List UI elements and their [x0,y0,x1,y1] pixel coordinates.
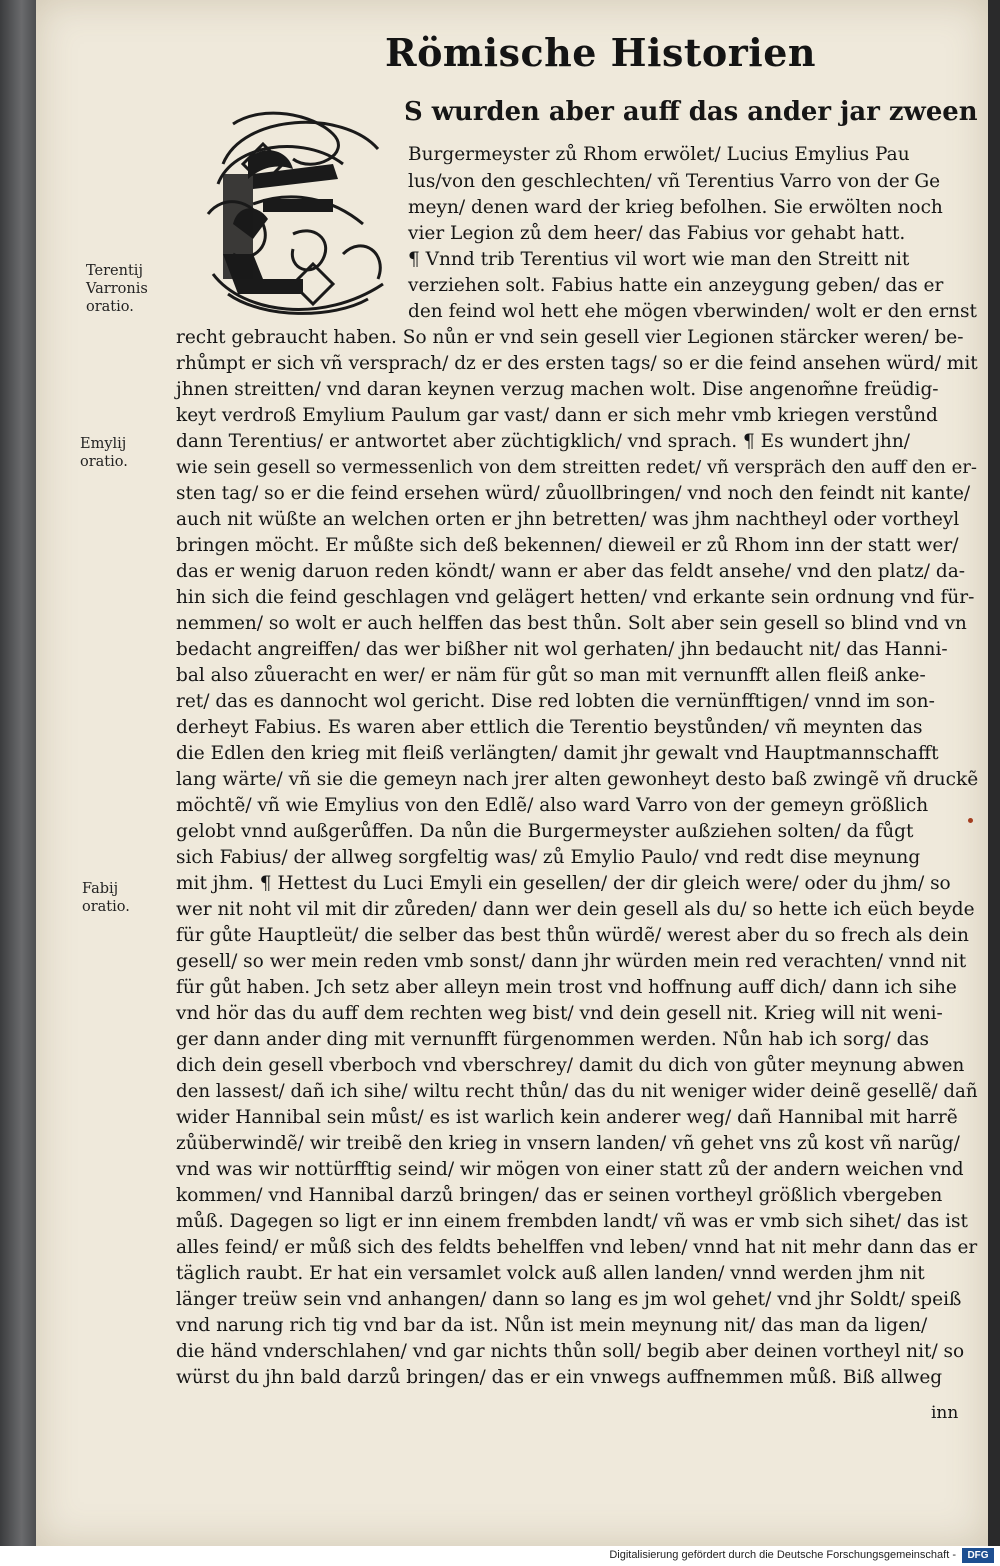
text-line: den lassest/ dañ ich sihe/ wiltu recht thůn/ das du nit weniger wider deinẽ gesellẽ/ dañ [176,1081,978,1102]
text-line: verziehen solt. Fabius hatte ein anzeygung geben/ das er [408,275,944,296]
text-line: hin sich die feind geschlagen vnd gelägert hetten/ vnd erkante sein ordnung vnd für- [176,587,975,608]
text-line: jhnen streitten/ vnd daran keynen verzug machen wolt. Dise angenom̃ne freüdig- [176,379,939,400]
text-line: bal also zůueracht en wer/ er näm für gůt so man mit vernunfft allen fleiß anke- [176,665,926,686]
text-line: wider Hannibal sein můst/ es ist warlich kein anderer weg/ dañ Hannibal mit harrẽ [176,1107,958,1128]
text-line: bringen möcht. Er můßte sich deß bekennen/ dieweil er zů Rhom inn der statt wer/ [176,535,959,556]
text-line: vnd was wir nottürfftig seind/ wir mögen von einer statt zů der andern weichen vnd [176,1159,964,1180]
text-line: ret/ das es dannocht wol gericht. Dise red lobten die vernünfftigen/ vnnd im son- [176,691,935,712]
text-line: Burgermeyster zů Rhom erwölet/ Lucius Emylius Pau [408,144,910,165]
text-line: auch nit wüßte an welchen orten er jhn betretten/ was jhm nachtheyl oder vortheyl [176,509,960,530]
text-line: sten tag/ so er die feind ersehen würd/ zůuollbringen/ vnd noch den feindt nit kante/ [176,483,971,504]
text-line: das er wenig daruon reden köndt/ wann er aber das feldt ansehe/ vnd den platz/ da- [176,561,966,582]
text-line: recht gebraucht haben. So nůn er vnd sein gesell vier Legionen stärcker weren/ be- [176,327,964,348]
text-line: vnd hör das du auff dem rechten weg bist/ vnd dein gesell nit. Krieg will nit weni- [176,1003,943,1024]
text-line: keyt verdroß Emylium Paulum gar vast/ dann er sich mehr vmb kriegen verstůnd [176,405,938,426]
text-line: lus/von den geschlechten/ vñ Terentius Varro von der Ge [408,171,941,192]
text-line: rhůmpt er sich vñ versprach/ dz er des ersten tags/ so er die feind ansehen würd/ mit [176,353,978,374]
red-mark [968,818,973,823]
text-line: ger dann ander ding mit vernunfft fürgenommen werden. Nůn hab ich sorg/ das [176,1029,929,1050]
catchword: inn [931,1403,959,1423]
text-line: für gůte Hauptleüt/ die selber das best thůn würdẽ/ werest aber du so frech als dein [176,925,969,946]
text-line: möchtẽ/ vñ wie Emylius von den Edlẽ/ also ward Varro von der gemeyn größlich [176,795,929,816]
text-line: täglich raubt. Er hat ein versamlet volck auß allen landen/ vnnd werden jhm nit [176,1263,925,1284]
text-line: dich dein gesell vberboch vnd vberschrey/ damit du dich von gůter meynung abwen [176,1055,965,1076]
text-line: länger treüw sein vnd anhangen/ dann so lang es jm wol gehet/ vnd jhr Soldt/ speiß [176,1289,962,1310]
text-line: lang wärte/ vñ sie die gemeyn nach jrer alten gewonheyt desto baß zwingẽ vñ druckẽ [176,769,979,790]
text-line: derheyt Fabius. Es waren aber ettlich die Terentio beystůnden/ vñ meynten das [176,717,923,738]
text-line: wie sein gesell so vermessenlich von dem streitten redet/ vñ verspräch den auff den er- [176,457,977,478]
text-line: zůüberwindẽ/ wir treibẽ den krieg in vnsern landen/ vñ gehet vns zů kost vñ narũg/ [176,1133,960,1154]
book-spine [0,0,36,1546]
running-head: Römische Historien [385,30,817,75]
text-line: gelobt vnnd außgerůffen. Da nůn die Burgermeyster außziehen solten/ da fůgt [176,821,914,842]
text-line: gesell/ so wer mein reden vmb sonst/ dann jhr würden mein red verachten/ vnnd nit [176,951,967,972]
decorated-initial-e [193,104,398,332]
margin-note: Terentij Varronis oratio. [86,263,148,316]
footer-credit: Digitalisierung gefördert durch die Deutsche Forschungsgemeinschaft - [609,1549,956,1561]
text-line: dann Terentius/ er antwortet aber züchtigklich/ vnd sprach. ¶ Es wundert jhn/ [176,431,910,452]
text-line: kommen/ vnd Hannibal darzů bringen/ das er seinen vortheyl größlich vbergeben [176,1185,943,1206]
text-line: S wurden aber auff das ander jar zween [404,97,978,127]
text-line: vier Legion zů dem heer/ das Fabius vor gehabt hatt. [408,223,906,244]
margin-note: Emylij oratio. [80,436,128,471]
text-line: wer nit noht vil mit dir zůreden/ dann wer dein gesell als du/ so hette ich eüch beyde [176,899,975,920]
text-line: mit jhm. ¶ Hettest du Luci Emyli ein gesellen/ der dir gleich were/ oder du jhm/ so [176,873,951,894]
text-line: den feind wol hett ehe mögen vberwinden/ wolt er den ernst [408,301,977,322]
text-line: sich Fabius/ der allweg sorgfeltig was/ zů Emylio Paulo/ vnd redt dise meynung [176,847,921,868]
text-line: die händ vnderschlahen/ vnd gar nichts thůn soll/ begib aber deinen vortheyl nit/ so [176,1341,965,1362]
text-line: alles feind/ er můß sich des feldts behelffen vnd leben/ vnnd hat nit mehr dann das er [176,1237,978,1258]
text-line: můß. Dagegen so ligt er inn einem frembden landt/ vñ was er vmb sich sihet/ das ist [176,1211,968,1232]
text-line: für gůt haben. Jch setz aber alleyn mein trost vnd hoffnung auff dich/ dann ich sihe [176,977,957,998]
text-line: vnd narung rich tig vnd bar da ist. Nůn ist mein meynung nit/ das man da ligen/ [176,1315,928,1336]
text-line: bedacht angreiffen/ das wer bißher nit wol gerhaten/ jhn bedaucht nit/ das Hanni- [176,639,948,660]
text-line: meyn/ denen ward der krieg befolhen. Sie erwölten noch [408,197,943,218]
text-line: nemmen/ so wolt er auch helffen das best thůn. Solt aber sein gesell so blind vnd vn [176,613,967,634]
margin-note: Fabij oratio. [82,881,130,916]
page-edge [988,0,1000,1546]
text-line: würst du jhn bald darzů bringen/ das er ein vnwegs auffnemmen můß. Biß allweg [176,1367,943,1388]
dfg-logo: DFG [962,1548,994,1563]
text-line: ¶ Vnnd trib Terentius vil wort wie man den Streitt nit [408,249,910,270]
text-line: die Edlen den krieg mit fleiß verlängten/ damit jhr gewalt vnd Hauptmannschafft [176,743,939,764]
